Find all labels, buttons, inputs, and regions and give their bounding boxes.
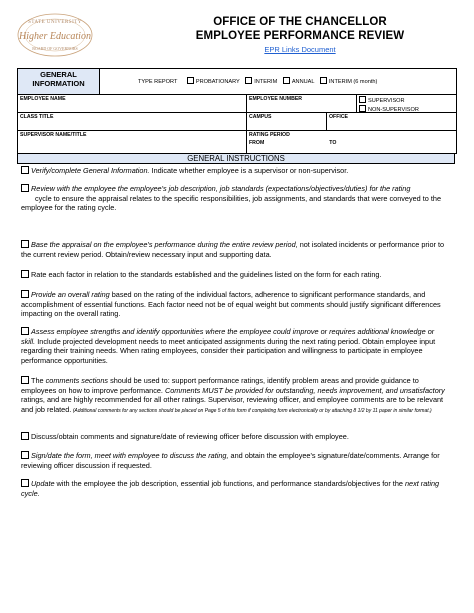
instruction-discuss: [21, 432, 445, 442]
employee-name-field[interactable]: [18, 95, 246, 112]
supervisor-name-label: SUPERVISOR NAME/TITLE: [20, 132, 87, 138]
instruction-text: Verify/complete General Information.: [31, 166, 150, 175]
supervisor-checkbox[interactable]: [359, 96, 366, 103]
office-label: OFFICE: [329, 114, 349, 120]
non-supervisor-option: NON-SUPERVISOR: [368, 107, 419, 113]
instruction-update: [21, 479, 445, 498]
class-title-label: CLASS TITLE: [20, 114, 54, 120]
review-checkbox[interactable]: [21, 184, 29, 192]
instruction-text: Comments MUST be provided for outstanding, needs improvement, and unsatisfactory: [164, 385, 445, 395]
probationary-option: PROBATIONARY: [195, 79, 240, 85]
interim-6-month-option: INTERIM (6 month): [328, 79, 378, 85]
supervisor-row: [18, 131, 456, 154]
employee-number-label: EMPLOYEE NUMBER: [249, 96, 303, 102]
instruction-overall-rating: [21, 290, 445, 319]
instruction-text: Include projected development needs to meet anticipated assignments during the next rating period. Obtain employee input regarding their training needs. When rating employees, consider their participation and willingness to participate in employee performance opportunities.: [21, 336, 436, 365]
campus-field[interactable]: [246, 113, 326, 130]
instruction-text: Discuss/obtain comments and signature/date of reviewing officer before discussion with employee.: [31, 432, 349, 441]
instruction-rate-factor: [21, 270, 445, 280]
instruction-text: comments sections: [45, 376, 109, 385]
rating-period-from-to: [249, 140, 454, 146]
non-supervisor-checkbox[interactable]: [359, 105, 366, 112]
general-information-label: GENERAL INFORMATION: [18, 69, 100, 94]
employee-name-label: EMPLOYEE NAME: [20, 96, 66, 102]
instruction-comments: [21, 376, 445, 416]
instruction-text: Update: [31, 479, 55, 488]
instruction-review: [21, 184, 445, 213]
instruction-text: Rate each factor in relation to the standards established and the guidelines listed on the form for each rating.: [31, 270, 382, 279]
instruction-text: and obtain the employee's signature/date/comments. Arrange for reviewing officer discussion if requested.: [21, 451, 440, 470]
overall-rating-checkbox[interactable]: [21, 290, 29, 298]
instruction-text: Sign/date the form, meet with employee to discuss the rating,: [31, 451, 229, 460]
rate-factor-checkbox[interactable]: [21, 270, 29, 278]
strengths-checkbox[interactable]: [21, 327, 29, 335]
instruction-text: Review with the employee the employee's job description, job standards (expectations/objectives/duties) for the rating: [31, 184, 411, 193]
to-label: TO: [329, 140, 337, 146]
campus-label: CAMPUS: [249, 114, 272, 120]
supervisor-option: SUPERVISOR: [368, 98, 405, 104]
office-field[interactable]: [326, 113, 456, 130]
sign-checkbox[interactable]: [21, 451, 29, 459]
from-label: FROM: [249, 140, 265, 146]
svg-text:BOARD OF GOVERNORS: BOARD OF GOVERNORS: [32, 46, 78, 51]
instruction-text: Base the appraisal on the employee's performance during the entire review period: [31, 240, 296, 249]
instruction-base-appraisal: [21, 240, 445, 259]
update-checkbox[interactable]: [21, 479, 29, 487]
rating-period-label: RATING PERIOD: [249, 132, 290, 138]
instruction-text: Assess employee strengths and identify opportunities where the employee could improve or requires additional knowledge or skill.: [21, 327, 435, 346]
comments-checkbox[interactable]: [21, 376, 29, 384]
rating-period-field: [246, 131, 456, 153]
instruction-text: Provide an overall rating: [31, 290, 110, 299]
class-title-row: [18, 113, 456, 131]
instruction-text: Indicate whether employee is a supervisor or non-supervisor.: [149, 166, 349, 175]
supervisor-type-field: [356, 95, 456, 112]
instruction-text: , not isolated incidents or performance prior to the current review period. Obtain/review necessary input and supporting data.: [21, 240, 445, 259]
general-instructions-title: GENERAL INSTRUCTIONS: [17, 153, 455, 164]
type-report-label: TYPE REPORT: [138, 79, 178, 85]
employee-row: [18, 95, 456, 113]
office-title: OFFICE OF THE CHANCELLOR: [213, 16, 387, 28]
probationary-checkbox[interactable]: [187, 77, 194, 84]
instruction-text: should be used to: support performance ratings, identify problem areas and provide guidance to employees on how to improve performance.: [21, 376, 419, 395]
instruction-text: next rating cycle.: [21, 479, 440, 498]
class-title-field[interactable]: [18, 113, 246, 130]
supervisor-name-field[interactable]: [18, 131, 246, 153]
type-report-row: [18, 69, 456, 95]
verify-checkbox[interactable]: [21, 166, 29, 174]
svg-text:STATE UNIVERSITY: STATE UNIVERSITY: [28, 20, 82, 25]
base-appraisal-checkbox[interactable]: [21, 240, 29, 248]
annual-option: ANNUAL: [291, 79, 315, 85]
instruction-text: cycle to ensure the appraisal relates to the specific responsibilities, job assignments, and standards that were conveyed to the employee for the rating cycle.: [21, 193, 442, 213]
svg-text:Higher Education: Higher Education: [19, 31, 91, 42]
instruction-text: The: [31, 376, 46, 385]
instruction-verify: [21, 166, 445, 176]
type-report-options: [138, 77, 377, 85]
state-seal-logo: [14, 12, 96, 58]
instruction-strengths: [21, 327, 445, 365]
form-title: EMPLOYEE PERFORMANCE REVIEW: [195, 30, 405, 42]
instruction-text: with the employee the job description, essential job functions, and performance standards/objectives for the: [54, 479, 405, 488]
instruction-text: ratings, and are highly recommended for all other ratings. Supervisor, reviewing officer, and employee comments are to be relevant and job related.: [21, 395, 444, 414]
epr-links-document-link[interactable]: EPR Links Document: [264, 45, 336, 54]
interim-checkbox[interactable]: [245, 77, 252, 84]
instruction-sign: [21, 451, 445, 470]
instruction-text: based on the rating of the individual factors, adherence to significant performance standards, and accomplishment of essential functions. Each factor need not be of equal weight but comments should justify significant differences impacting on the overall rating.: [21, 290, 441, 319]
annual-checkbox[interactable]: [283, 77, 290, 84]
instruction-note: (Additional comments for any sections should be placed on Page 5 of this form if completing form electronically or by attaching 8 1/2 by 11 paper in similar format.): [71, 407, 432, 414]
employee-number-field[interactable]: [246, 95, 356, 112]
general-information-form: [17, 68, 457, 154]
discuss-checkbox[interactable]: [21, 432, 29, 440]
interim-6-month-checkbox[interactable]: [320, 77, 327, 84]
interim-option: INTERIM: [254, 79, 278, 85]
